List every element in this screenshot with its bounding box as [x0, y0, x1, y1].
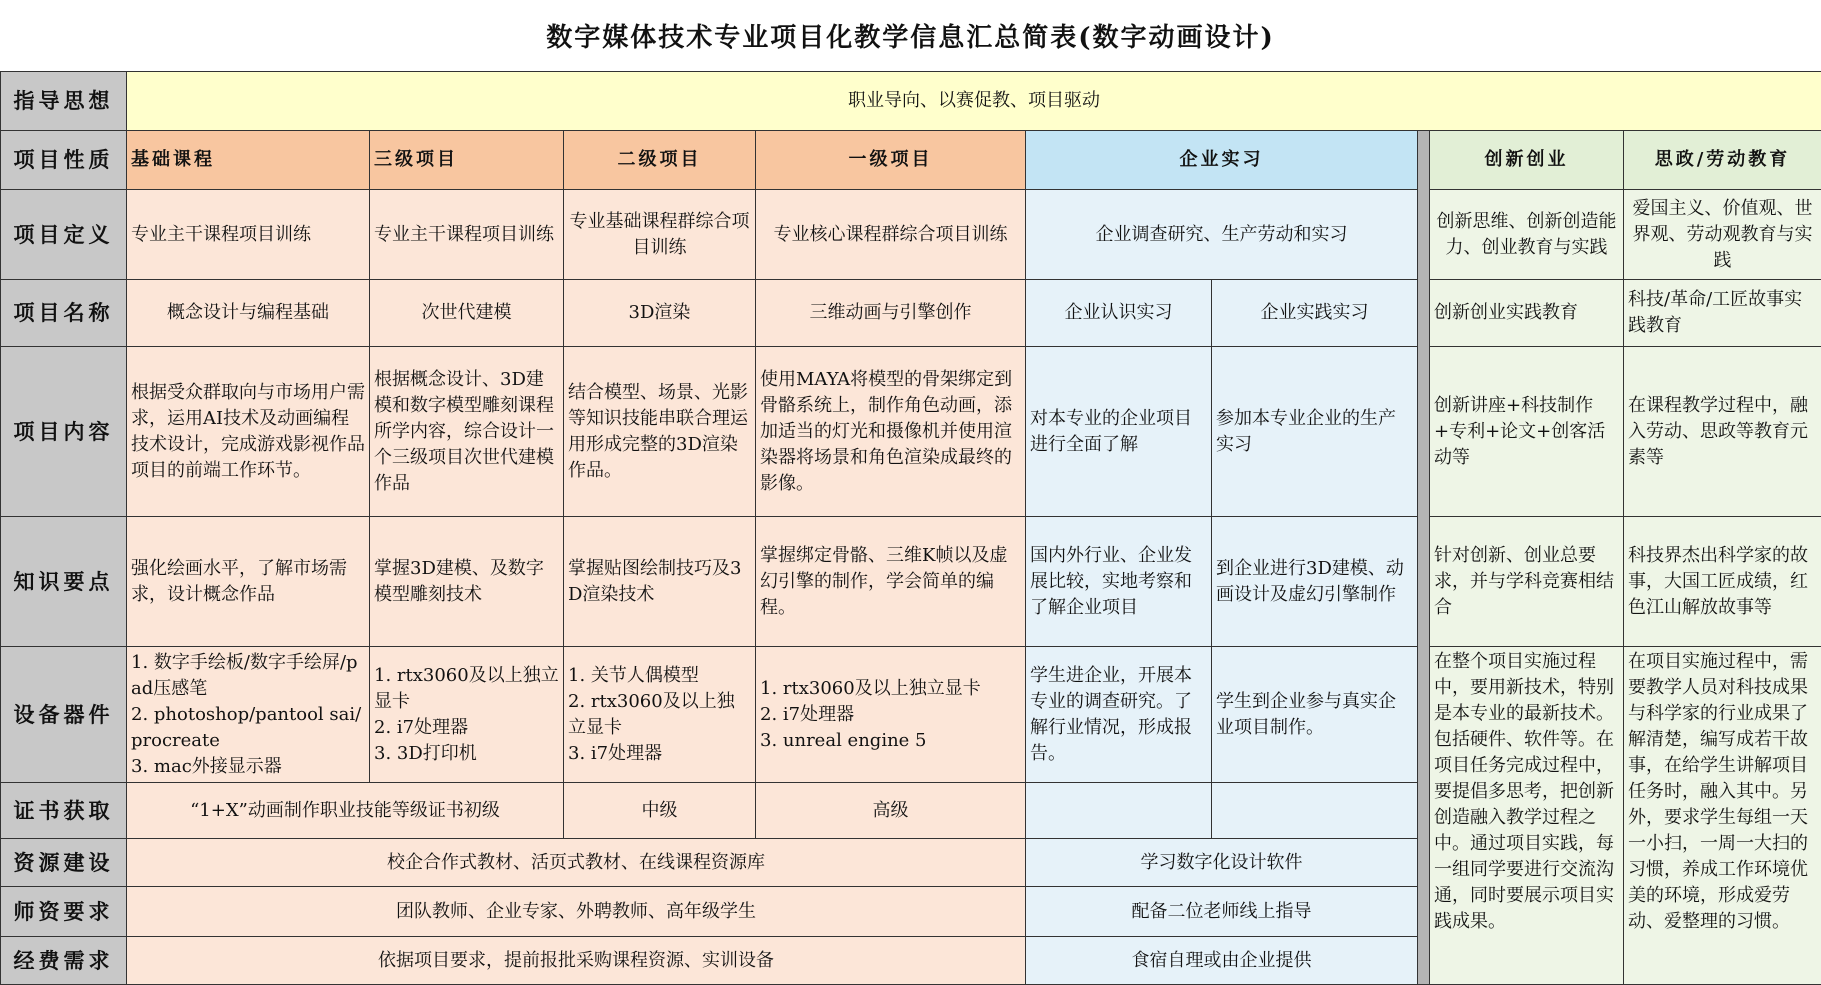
list-item: 2. i7处理器	[374, 715, 559, 741]
funding-internship: 食宿自理或由企业提供	[1026, 937, 1418, 985]
equipment-intern-practice: 学生到企业参与真实企业项目制作。	[1212, 647, 1418, 783]
row-header-funding: 经费需求	[1, 937, 127, 985]
knowledge-basic: 强化绘画水平，了解市场需求，设计概念作品	[127, 517, 370, 647]
row-header-content: 项目内容	[1, 347, 127, 517]
list-item: 2. photoshop/pantool sai/procreate	[131, 702, 365, 754]
equipment-basic	[127, 647, 370, 783]
content-intern-practice: 参加本专业企业的生产实习	[1212, 347, 1418, 517]
knowledge-level2: 掌握贴图绘制技巧及3D渲染技术	[564, 517, 756, 647]
equipment-innovation: 在整个项目实施过程中，要用新技术，特别是本专业的最新技术。包括硬件、软件等。在项目任务完成过程中，要提倡多思考，把创新创造融入教学过程之中。通过项目实践，每一组同学要进行交流沟通，同时要展示项目实践成果。	[1430, 647, 1624, 985]
row-equipment	[1, 647, 1821, 783]
knowledge-innovation: 针对创新、创业总要求，并与学科竞赛相结合	[1430, 517, 1624, 647]
list-item: 3. unreal engine 5	[760, 728, 1021, 754]
row-guiding	[1, 72, 1821, 131]
row-header-guiding: 指导思想	[1, 72, 127, 131]
content-level2: 结合模型、场景、光影等知识技能串联合理运用形成完整的3D渲染作品。	[564, 347, 756, 517]
row-nature	[1, 131, 1821, 190]
equipment-ideology: 在项目实施过程中，需要教学人员对科技成果与科学家的行业成果了解清楚，编写成若干故事，在给学生讲解项目任务时，融入其中。另外，要求学生每组一天一小扫，一周一大扫的习惯，养成工作环境优美的环境，形成爱劳动、爱整理的习惯。	[1624, 647, 1821, 985]
nature-basic: 基础课程	[127, 131, 370, 190]
certificate-level2: 中级	[564, 783, 756, 839]
list-item: 3. mac外接显示器	[131, 754, 365, 780]
name-intern-practice: 企业实践实习	[1212, 280, 1418, 347]
row-header-teachers: 师资要求	[1, 887, 127, 937]
definition-ideology: 爱国主义、价值观、世界观、劳动观教育与实践	[1624, 190, 1821, 280]
name-intern-cognition: 企业认识实习	[1026, 280, 1212, 347]
nature-level2: 二级项目	[564, 131, 756, 190]
name-level1: 三维动画与引擎创作	[756, 280, 1026, 347]
teachers-internship: 配备二位老师线上指导	[1026, 887, 1418, 937]
guiding-value: 职业导向、以赛促教、项目驱动	[127, 72, 1821, 131]
content-level3: 根据概念设计、3D建模和数字模型雕刻课程所学内容，综合设计一个三级项目次世代建模作品	[370, 347, 564, 517]
definition-internship: 企业调查研究、生产劳动和实习	[1026, 190, 1418, 280]
row-definition	[1, 190, 1821, 280]
list-item: 1. 数字手绘板/数字手绘屏/pad压感笔	[131, 650, 365, 702]
list-item: 3. i7处理器	[568, 741, 751, 767]
nature-level1: 一级项目	[756, 131, 1026, 190]
nature-level3: 三级项目	[370, 131, 564, 190]
nature-internship: 企业实习	[1026, 131, 1418, 190]
knowledge-intern-cognition: 国内外行业、企业发展比较，实地考察和了解企业项目	[1026, 517, 1212, 647]
definition-level2: 专业基础课程群综合项目训练	[564, 190, 756, 280]
content-basic: 根据受众群取向与市场用户需求，运用AI技术及动画编程技术设计，完成游戏影视作品项目的前端工作环节。	[127, 347, 370, 517]
knowledge-ideology: 科技界杰出科学家的故事，大国工匠成绩，红色江山解放故事等	[1624, 517, 1821, 647]
column-divider	[1418, 131, 1430, 985]
resources-course: 校企合作式教材、活页式教材、在线课程资源库	[127, 839, 1026, 887]
equipment-level2	[564, 647, 756, 783]
definition-innovation: 创新思维、创新创造能力、创业教育与实践	[1430, 190, 1624, 280]
certificate-basic: “1+X”动画制作职业技能等级证书初级	[127, 783, 564, 839]
equipment-level3	[370, 647, 564, 783]
definition-basic: 专业主干课程项目训练	[127, 190, 370, 280]
nature-innovation: 创新创业	[1430, 131, 1624, 190]
nature-ideology: 思政/劳动教育	[1624, 131, 1821, 190]
row-header-name: 项目名称	[1, 280, 127, 347]
equipment-level1	[756, 647, 1026, 783]
content-level1: 使用MAYA将模型的骨架绑定到骨骼系统上，制作角色动画，添加适当的灯光和摄像机并使用渲染器将场景和角色渲染成最终的影像。	[756, 347, 1026, 517]
list-item: 1. 关节人偶模型	[568, 663, 751, 689]
definition-level1: 专业核心课程群综合项目训练	[756, 190, 1026, 280]
resources-internship: 学习数字化设计软件	[1026, 839, 1418, 887]
certificate-level1: 高级	[756, 783, 1026, 839]
row-name	[1, 280, 1821, 347]
content-innovation: 创新讲座+科技制作+专利+论文+创客活动等	[1430, 347, 1624, 517]
content-ideology: 在课程教学过程中，融入劳动、思政等教育元素等	[1624, 347, 1821, 517]
row-header-resources: 资源建设	[1, 839, 127, 887]
teachers-course: 团队教师、企业专家、外聘教师、高年级学生	[127, 887, 1026, 937]
name-basic: 概念设计与编程基础	[127, 280, 370, 347]
list-item: 1. rtx3060及以上独立显卡	[374, 663, 559, 715]
name-innovation: 创新创业实践教育	[1430, 280, 1624, 347]
summary-table	[0, 71, 1821, 985]
funding-course: 依据项目要求，提前报批采购课程资源、实训设备	[127, 937, 1026, 985]
row-header-nature: 项目性质	[1, 131, 127, 190]
row-header-knowledge: 知识要点	[1, 517, 127, 647]
content-intern-cognition: 对本专业的企业项目进行全面了解	[1026, 347, 1212, 517]
name-level2: 3D渲染	[564, 280, 756, 347]
row-knowledge	[1, 517, 1821, 647]
row-header-certificate: 证书获取	[1, 783, 127, 839]
row-header-equipment: 设备器件	[1, 647, 127, 783]
list-item: 3. 3D打印机	[374, 741, 559, 767]
name-level3: 次世代建模	[370, 280, 564, 347]
knowledge-level1: 掌握绑定骨骼、三维K帧以及虚幻引擎的制作，学会简单的编程。	[756, 517, 1026, 647]
row-header-definition: 项目定义	[1, 190, 127, 280]
row-content	[1, 347, 1821, 517]
equipment-intern-cognition: 学生进企业，开展本专业的调查研究。了解行业情况，形成报告。	[1026, 647, 1212, 783]
certificate-intern-practice	[1212, 783, 1418, 839]
name-ideology: 科技/革命/工匠故事实践教育	[1624, 280, 1821, 347]
list-item: 2. rtx3060及以上独立显卡	[568, 689, 751, 741]
knowledge-level3: 掌握3D建模、及数字模型雕刻技术	[370, 517, 564, 647]
page-title: 数字媒体技术专业项目化教学信息汇总简表(数字动画设计)	[0, 0, 1821, 71]
list-item: 1. rtx3060及以上独立显卡	[760, 676, 1021, 702]
definition-level3: 专业主干课程项目训练	[370, 190, 564, 280]
list-item: 2. i7处理器	[760, 702, 1021, 728]
knowledge-intern-practice: 到企业进行3D建模、动画设计及虚幻引擎制作	[1212, 517, 1418, 647]
certificate-intern-cognition	[1026, 783, 1212, 839]
